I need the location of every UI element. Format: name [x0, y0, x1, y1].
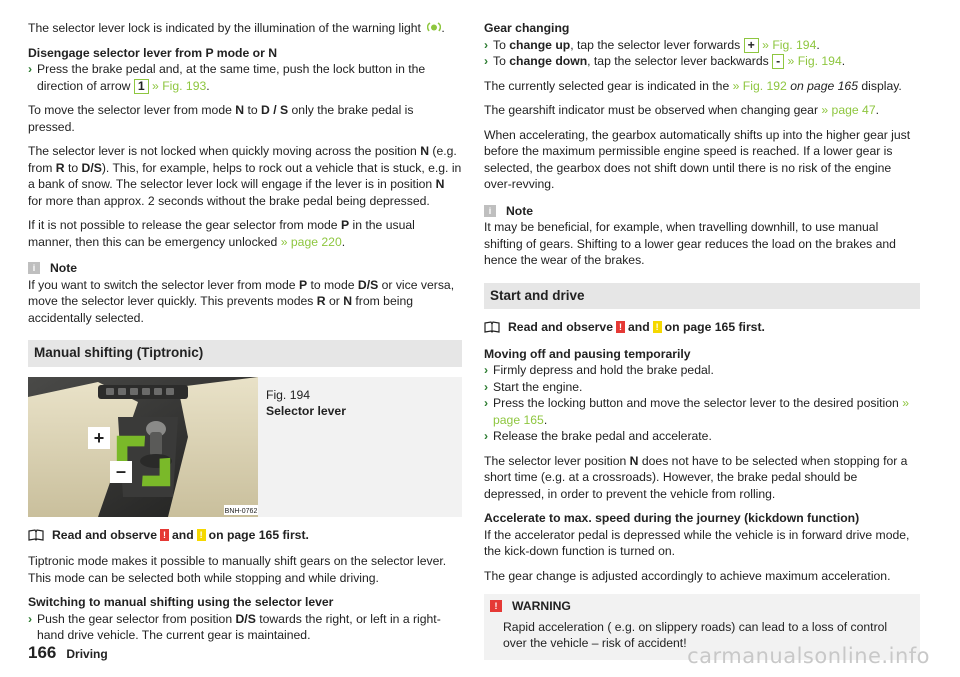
left-column — [28, 20, 462, 644]
down-a: To — [493, 54, 510, 68]
plus-key-badge: + — [744, 38, 759, 53]
change-up-step — [484, 37, 920, 54]
fig-192-link[interactable]: » Fig. 192 — [732, 78, 787, 93]
disengage-step-a: Press the brake pedal and, at the same time, push the lock button in the direction of arrow — [37, 62, 426, 93]
note-p: P — [298, 277, 308, 292]
cur-a: The currently selected gear is indicated in the — [484, 78, 733, 93]
em-end: . — [341, 234, 346, 249]
note-paragraph — [28, 277, 462, 327]
caution-yellow-icon: ! — [653, 321, 662, 333]
step-arrow-icon: › — [484, 379, 489, 394]
down-b: change down — [509, 54, 588, 68]
selector-lock-warning-light-icon — [427, 22, 441, 33]
read-observe-left — [28, 527, 462, 544]
book-icon — [484, 321, 500, 333]
ro-text-b: and — [172, 527, 194, 542]
read-observe-right — [484, 319, 920, 336]
section-title-tiptronic: Manual shifting (Tiptronic) — [28, 340, 462, 367]
nl-a: The selector lever is not locked when quickly moving across the position — [28, 144, 421, 158]
fig-193-link[interactable]: » Fig. 193 — [152, 78, 207, 93]
step-2-text: Start the engine. — [493, 379, 583, 394]
note-heading — [28, 260, 462, 277]
change-up-text — [493, 37, 920, 54]
minus-label: – — [115, 460, 127, 481]
step-3-a: Press the locking button and move the selector lever to the desired position — [493, 396, 899, 410]
lock-light-text: The selector lever lock is indicated by the illumination of the warning light — [28, 21, 421, 35]
note-c: or vice versa, move the selector lever quickly. This prevents modes — [28, 277, 455, 308]
move-c: only the brake pedal is pressed. — [28, 103, 414, 134]
disengage-block — [28, 45, 462, 62]
note-label-right: Note — [506, 203, 534, 218]
warning-text: Rapid acceleration ( e.g. on slippery roads) can lead to a loss of control over the vehicle – risk of accident! — [503, 619, 888, 650]
caution-yellow-icon: ! — [197, 529, 206, 541]
page-220-link[interactable]: » page 220 — [280, 234, 342, 249]
plus-label: + — [93, 427, 105, 448]
fig-194-link-down[interactable]: » Fig. 194 — [787, 54, 842, 68]
list-item — [484, 379, 920, 396]
figure-code: BNH-0762 — [224, 507, 258, 515]
up-end: . — [816, 37, 820, 52]
sw-a: Push the gear selector from position — [37, 611, 236, 626]
switch-step — [28, 611, 462, 644]
em-a: If it is not possible to release the gear selector from mode — [28, 218, 341, 232]
gear-adjust-paragraph: The gear change is adjusted accordingly to achieve maximum acceleration. — [484, 568, 891, 583]
kickdown-paragraph: If the accelerator pedal is depressed while the vehicle is in forward drive mode, the kick-down function is turned on. — [484, 527, 910, 558]
pos-a: The selector lever position — [484, 453, 630, 468]
switch-heading: Switching to manual shifting using the selector lever — [28, 595, 334, 609]
chapter-name: Driving — [66, 647, 108, 661]
note-a: If you want to switch the selector lever from mode — [28, 277, 299, 292]
change-down-step — [484, 53, 920, 70]
em-p: P — [340, 218, 350, 232]
fig-194-link-up[interactable]: » Fig. 194 — [762, 37, 817, 52]
key-1-badge: 1 — [134, 79, 149, 94]
warning-red-icon: ! — [160, 529, 169, 541]
ro-text-c: on page 165 first. — [664, 320, 765, 334]
move-b: to — [244, 103, 262, 117]
ro-text-c: on page 165 first. — [208, 527, 309, 542]
nl-n2: N — [435, 177, 445, 191]
up-c: , tap the selector lever forwards — [570, 37, 741, 52]
up-a: To — [493, 37, 510, 52]
current-gear-paragraph — [484, 78, 920, 95]
down-end: . — [841, 54, 846, 68]
list-item — [484, 362, 920, 379]
warning-label: WARNING — [512, 599, 571, 613]
cur-c: display. — [858, 78, 902, 93]
note-info-icon: i — [28, 262, 40, 274]
pos-n: N — [629, 453, 639, 468]
lock-light-end: . — [441, 21, 445, 35]
ro-text-a: Read and observe — [508, 320, 613, 334]
move-n: N — [235, 103, 245, 117]
step-arrow-icon: › — [28, 62, 33, 76]
step-arrow-icon: › — [484, 396, 489, 410]
figure-title: Selector lever — [266, 404, 346, 418]
step-arrow-icon: › — [28, 611, 33, 626]
minus-key-badge: - — [772, 54, 784, 69]
note-info-icon: i — [484, 205, 496, 217]
move-ds: D / S — [261, 103, 289, 117]
note-paragraph-right: It may be beneficial, for example, when travelling downhill, to use manual shifting of gears. Shifting to a lower gear reduces the load on the brakes and hence the wear of the brakes. — [484, 220, 896, 267]
step-arrow-icon: › — [484, 429, 489, 443]
nl-e: for more than approx. 2 seconds without the brake pedal being depressed. — [28, 193, 430, 208]
figure-number: Fig. 194 — [266, 387, 311, 402]
page-47-link[interactable]: » page 47 — [821, 103, 876, 117]
note-ds: D/S — [357, 277, 379, 292]
moving-off-heading: Moving off and pausing temporarily — [484, 346, 691, 361]
book-icon — [28, 529, 44, 541]
figure-caption — [258, 377, 354, 517]
step-3-text — [493, 395, 920, 428]
right-column — [484, 20, 920, 660]
page-footer — [28, 645, 108, 663]
sw-b: towards the right, or left in a right-hand drive vehicle. The current gear is maintained. — [37, 611, 441, 642]
sw-ds: D/S — [235, 611, 256, 626]
step-1-text: Firmly depress and hold the brake pedal. — [493, 363, 714, 377]
indicator-paragraph — [484, 102, 920, 119]
note-heading-right — [484, 203, 920, 220]
move-a: To move the selector lever from mode — [28, 103, 236, 117]
accelerating-paragraph: When accelerating, the gearbox automatically shifts up into the higher gear just before the maximum permissible engine speed is reached. If a lower gear is selected, the gearbox does not shift down until there is no risk of the engine over-revving. — [484, 127, 911, 191]
disengage-heading: Disengage selector lever from P mode or N — [28, 45, 278, 60]
move-paragraph — [28, 102, 462, 135]
ro-text-a: Read and observe — [52, 527, 157, 542]
step-4-text: Release the brake pedal and accelerate. — [493, 429, 712, 443]
list-item — [484, 428, 920, 445]
gear-changing-heading: Gear changing — [484, 21, 570, 35]
warning-heading — [494, 594, 910, 615]
emergency-paragraph — [28, 217, 462, 250]
note-n: N — [343, 294, 353, 308]
note-e: from being accidentally selected. — [28, 294, 413, 325]
cur-b: on page 165 — [786, 78, 858, 93]
watermark: carmanualsonline.info — [687, 644, 930, 668]
note-r: R — [316, 294, 326, 308]
kickdown-heading: Accelerate to max. speed during the journey (kickdown function) — [484, 511, 860, 525]
change-down-text — [493, 53, 920, 70]
tiptronic-paragraph: Tiptronic mode makes it possible to manually shift gears on the selector lever. This mode can be selected both while stopping and while driving. — [28, 554, 447, 585]
ind-end: . — [875, 103, 880, 117]
switch-step-text — [37, 611, 462, 644]
note-b: to mode — [307, 277, 358, 292]
not-locked-paragraph — [28, 143, 462, 209]
warning-red-icon: ! — [616, 321, 625, 333]
selector-lever-illustration — [28, 377, 258, 517]
nl-b: (e.g. from — [28, 144, 457, 175]
list-item — [484, 395, 920, 428]
figure-194 — [28, 377, 462, 517]
note-label: Note — [50, 261, 78, 275]
down-c: , tap the selector lever backwards — [587, 54, 769, 68]
disengage-step-text — [37, 61, 462, 94]
ind-a: The gearshift indicator must be observed when changing gear — [484, 103, 822, 117]
nl-ds: D/S — [81, 160, 102, 175]
page-165-link[interactable]: » page 165 — [493, 396, 909, 427]
nl-d: ). This, for example, helps to rock out a vehicle that is stuck, e.g. in a bank of snow. The selector lever lock will engage if the lever is in position — [28, 160, 462, 191]
page-number: 166 — [28, 643, 57, 662]
step-3-end: . — [543, 412, 548, 427]
step-arrow-icon: › — [484, 54, 489, 68]
ro-text-b: and — [628, 320, 650, 334]
note-d: or — [325, 294, 344, 308]
em-b: in the usual manner, then this can be emergency unlocked — [28, 218, 415, 249]
disengage-step — [28, 61, 462, 94]
pos-b: does not have to be selected when stopping for a short time (e.g. at a crossroads). However, the brake pedal should be depressed, in order to prevent the vehicle from rolling. — [484, 453, 908, 501]
position-n-paragraph — [484, 453, 920, 503]
lock-light-paragraph — [28, 20, 462, 37]
disengage-end: . — [206, 78, 210, 93]
warning-icon: ! — [490, 600, 502, 612]
selector-lever-photo — [28, 377, 258, 517]
nl-n: N — [420, 144, 430, 158]
nl-r: R — [55, 160, 65, 175]
step-arrow-icon: › — [484, 37, 489, 52]
section-title-start-drive: Start and drive — [484, 283, 920, 310]
nl-c: to — [64, 160, 82, 175]
up-b: change up — [509, 37, 571, 52]
step-arrow-icon: › — [484, 363, 489, 377]
